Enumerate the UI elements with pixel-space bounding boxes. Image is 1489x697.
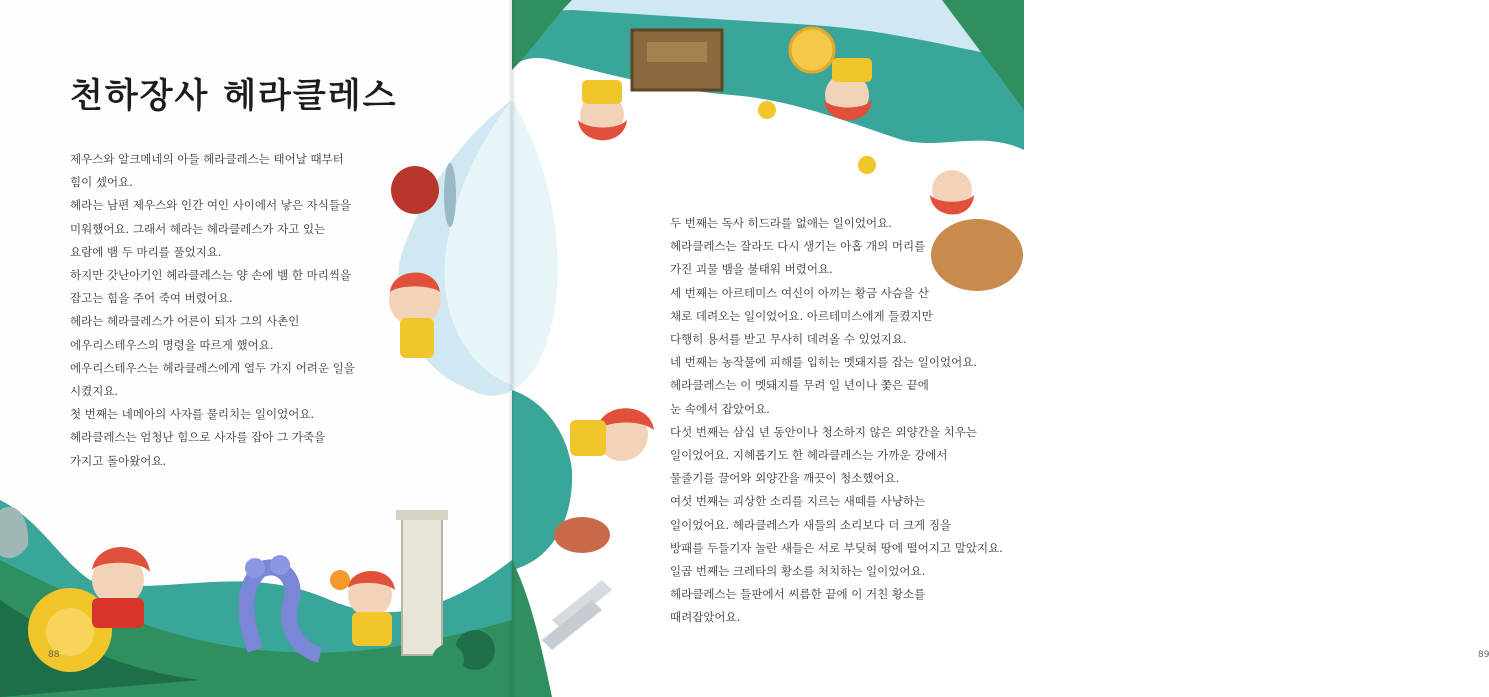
text-line: 에우리스테우스는 헤라클레스에게 열두 가지 어려운 일을 <box>70 360 355 375</box>
text-line: 에우리스테우스의 명령을 따르게 했어요. <box>70 337 274 352</box>
bird-icon <box>858 156 876 174</box>
text-line: 잡고는 힘을 주어 죽여 버렸어요. <box>70 291 233 306</box>
text-line: 물줄기를 끌어와 외양간을 깨끗이 청소했어요. <box>670 471 900 486</box>
text-line: 일이었어요. 헤라클레스가 새들의 소리보다 더 크게 징을 <box>670 517 952 532</box>
text-line: 다섯 번째는 삼십 년 동안이나 청소하지 않은 외양간을 치우는 <box>670 424 977 439</box>
left-page <box>0 0 512 697</box>
text-line: 방패를 두들기자 놀란 새들은 서로 부딪혀 땅에 떨어지고 말았지요. <box>670 540 1003 555</box>
deer-icon <box>554 517 610 553</box>
text-line: 힘이 셌어요. <box>70 175 133 190</box>
text-line: 다행히 용서를 받고 무사히 데려올 수 있었지요. <box>670 332 907 347</box>
text-line: 시켰지요. <box>70 384 119 399</box>
page-number-left: 88 <box>48 650 60 660</box>
text-line: 가진 괴물 뱀을 불태워 버렸어요. <box>670 262 833 277</box>
text-line: 헤라클레스는 들판에서 씨름한 끝에 이 거친 황소를 <box>670 587 926 602</box>
text-line: 하지만 갓난아기인 헤라클레스는 양 손에 뱀 한 마리씩을 <box>70 268 352 283</box>
shield-icon <box>790 28 834 72</box>
text-line: 눈 속에서 잡았어요. <box>670 401 770 416</box>
text-line: 첫 번째는 네메아의 사자를 물리치는 일이었어요. <box>70 407 315 422</box>
text-line: 가지고 돌아왔어요. <box>70 453 167 468</box>
page-number-right: 89 <box>1478 650 1489 660</box>
text-line: 두 번째는 독사 히드라를 없애는 일이었어요. <box>670 216 892 230</box>
text-line: 헤라는 헤라클레스가 어른이 되자 그의 사촌인 <box>70 314 300 329</box>
text-line: 헤라클레스는 잘라도 다시 생기는 아홉 개의 머리를 <box>670 239 926 254</box>
text-line: 헤라클레스는 엄청난 힘으로 사자를 잡아 그 가죽을 <box>70 430 326 445</box>
right-body-text <box>670 212 1003 630</box>
book-gutter <box>508 0 516 697</box>
lion-head-icon <box>391 166 439 214</box>
text-line: 제우스와 알크메네의 아들 헤라클레스는 태어날 때부터 <box>70 152 344 166</box>
column-icon <box>402 515 442 655</box>
text-line: 여섯 번째는 괴상한 소리를 지르는 새떼를 사냥하는 <box>670 494 926 509</box>
text-line: 일곱 번째는 크레타의 황소를 처치하는 일이었어요. <box>670 564 926 579</box>
text-line: 헤라는 남편 제우스와 인간 여인 사이에서 낳은 자식들을 <box>70 198 352 213</box>
text-line: 네 번째는 농작물에 피해를 입히는 멧돼지를 잡는 일이었어요. <box>670 355 977 370</box>
left-body-text <box>70 148 370 473</box>
text-line: 세 번째는 아르테미스 여신이 아끼는 황금 사슴을 산 <box>670 285 929 300</box>
text-line: 채로 데려오는 일이었어요. 아르테미스에게 들켰지만 <box>670 308 933 323</box>
text-line: 헤라클레스는 이 멧돼지를 무려 일 년이나 쫓은 끝에 <box>670 378 929 393</box>
text-line: 때려잡았어요. <box>670 610 741 625</box>
text-line: 일이었어요. 지혜롭기도 한 헤라클레스는 가까운 강에서 <box>670 448 948 463</box>
bird-icon <box>758 101 776 119</box>
page-title: 천하장사 헤라클레스 <box>70 76 398 116</box>
text-line: 미워했어요. 그래서 헤라는 헤라클레스가 자고 있는 <box>70 221 326 236</box>
text-line: 요람에 뱀 두 마리를 풀었지요. <box>70 244 222 259</box>
